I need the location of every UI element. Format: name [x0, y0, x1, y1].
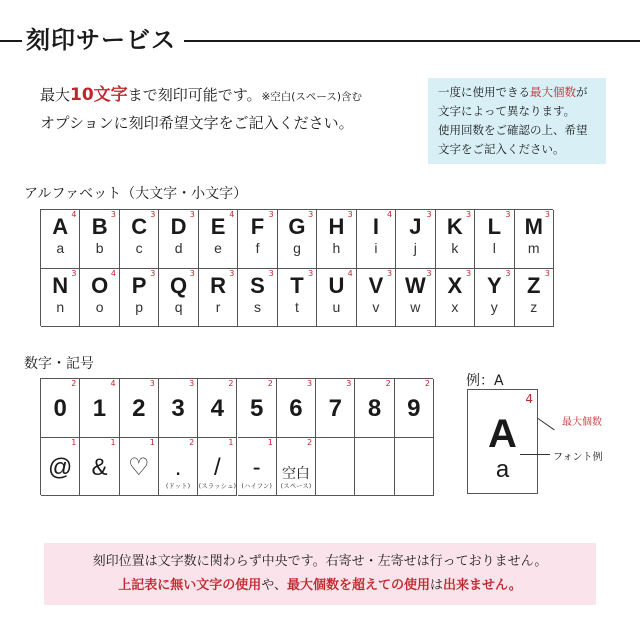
warning-not-allowed: 出来ません。: [443, 578, 522, 593]
letter-count: 3: [189, 268, 195, 278]
symbol-count: 1: [110, 437, 116, 447]
lowercase-letter: i: [374, 240, 378, 256]
letter-count: 3: [308, 268, 314, 278]
lowercase-letter: q: [174, 298, 183, 315]
digit-count: 3: [307, 379, 313, 388]
uppercase-letter: O: [91, 272, 109, 298]
lowercase-letter: h: [332, 240, 341, 256]
font-leader-label: フォント例: [553, 452, 603, 463]
title-rule-left: [0, 40, 22, 42]
digit-count: 3: [149, 379, 155, 388]
note-line-3: 使用回数をご確認の上、希望: [438, 123, 588, 137]
letter-cell-t: [278, 269, 317, 328]
letter-count: 3: [544, 210, 550, 219]
digit-cell-5: [238, 379, 277, 438]
digit-count: 2: [424, 379, 430, 388]
empty-cell: [395, 438, 434, 497]
uppercase-letter: T: [290, 272, 304, 298]
letter-cell-b: [80, 210, 119, 269]
uppercase-letter: I: [372, 214, 379, 239]
letter-count: 3: [426, 268, 432, 278]
letter-cell-m: [515, 210, 554, 269]
letter-cell-u: [317, 269, 356, 328]
alphabet-table: [40, 209, 553, 326]
letter-count: 3: [189, 210, 195, 219]
space-note: ※空白(スペース)含む: [261, 91, 362, 103]
digit-count: 2: [228, 379, 234, 388]
example-box: [467, 389, 538, 494]
intro-text: [40, 82, 362, 136]
letter-count: 3: [71, 268, 77, 278]
letter-count: 3: [308, 210, 314, 219]
letter-count: 3: [110, 210, 116, 219]
letter-count: 3: [505, 268, 511, 278]
note-line-1-pre: 一度に使用できる: [438, 85, 530, 99]
uppercase-letter: K: [446, 214, 463, 239]
letter-cell-y: [475, 269, 514, 328]
uppercase-letter: F: [250, 214, 265, 239]
letter-cell-c: [120, 210, 159, 269]
digit-char: 5: [249, 395, 264, 422]
intro-line-1: [40, 82, 362, 110]
intro-line-1-post: まで刻印可能です。: [127, 86, 262, 104]
intro-line-1-pre: 最大: [40, 86, 71, 104]
digit-count: 2: [71, 379, 77, 388]
intro-line-2: オプションに刻印希望文字をご記入ください。: [40, 114, 354, 132]
digit-count: 2: [267, 379, 273, 388]
letter-cell-n: [41, 269, 80, 328]
lowercase-letter: b: [95, 240, 104, 256]
letter-count: 3: [150, 268, 156, 278]
digit-cell-7: [316, 379, 355, 438]
lowercase-letter: u: [332, 298, 341, 315]
digit-count: 3: [189, 379, 195, 388]
lowercase-letter: k: [451, 240, 459, 256]
lowercase-letter: o: [95, 298, 104, 315]
lowercase-letter: y: [490, 298, 498, 315]
symbol-count: 1: [228, 437, 234, 447]
symbol-char: /: [214, 453, 221, 481]
digit-char: 3: [171, 395, 185, 422]
uppercase-letter: W: [404, 272, 426, 298]
uppercase-letter: P: [131, 272, 147, 298]
symbol-count: 2: [189, 437, 195, 447]
uppercase-letter: Y: [486, 272, 502, 298]
lowercase-letter: n: [56, 298, 65, 315]
lowercase-letter: v: [372, 298, 380, 315]
warning-join-1: や、: [261, 578, 287, 593]
symbol-char: -: [252, 453, 261, 481]
uppercase-letter: H: [328, 214, 345, 239]
empty-cell: [355, 438, 394, 497]
digit-char: 6: [289, 395, 303, 422]
digit-count: 2: [385, 379, 391, 388]
digit-cell-6: [277, 379, 316, 438]
lowercase-letter: l: [492, 240, 496, 256]
letter-cell-e: [199, 210, 238, 269]
letter-cell-j: [396, 210, 435, 269]
empty-cell: [316, 438, 355, 497]
lowercase-letter: m: [527, 240, 540, 256]
symbol-caption: (ハイフン): [241, 481, 272, 490]
lowercase-letter: e: [214, 240, 222, 256]
uppercase-letter: Q: [170, 272, 188, 298]
symbol-cell: [80, 438, 119, 497]
symbol-char: @: [47, 453, 73, 481]
digit-cell-1: [80, 379, 119, 438]
symbol-caption: (スラッシュ): [198, 481, 236, 490]
letter-count: 3: [465, 210, 472, 219]
digit-char: 9: [407, 395, 421, 422]
symbol-cell: [238, 438, 277, 497]
note-line-1: [438, 83, 596, 102]
letter-count: 3: [150, 210, 156, 219]
lowercase-letter: f: [255, 240, 260, 256]
letter-cell-z: [515, 269, 554, 328]
digit-cell-4: [198, 379, 237, 438]
letter-cell-s: [238, 269, 277, 328]
digit-count: 4: [110, 379, 116, 388]
symbol-char: &: [91, 453, 108, 481]
digit-char: 7: [328, 395, 342, 422]
uppercase-letter: G: [288, 214, 306, 239]
digit-cell-2: [120, 379, 159, 438]
uppercase-letter: M: [524, 214, 543, 239]
lowercase-letter: a: [56, 240, 65, 256]
uppercase-letter: B: [91, 214, 108, 239]
symbol-count: 1: [149, 437, 155, 447]
warning-line-2: [44, 574, 596, 598]
lowercase-letter: p: [135, 298, 144, 315]
symbol-count: 1: [267, 437, 273, 447]
letter-cell-k: [436, 210, 475, 269]
uppercase-letter: Z: [527, 272, 541, 298]
letter-count: 3: [347, 210, 353, 219]
lowercase-letter: w: [410, 298, 421, 315]
symbol-count: 2: [307, 437, 313, 447]
letter-cell-q: [159, 269, 198, 328]
letter-count: 4: [229, 210, 235, 219]
lowercase-letter: r: [215, 298, 221, 315]
count-leader-line: [538, 418, 555, 430]
digit-cell-3: [159, 379, 198, 438]
letter-cell-x: [436, 269, 475, 328]
symbol-caption: (スペース): [280, 481, 312, 490]
letter-cell-r: [199, 269, 238, 328]
uppercase-letter: D: [170, 214, 187, 239]
letter-cell-p: [120, 269, 159, 328]
uppercase-letter: S: [250, 272, 265, 298]
warning-join-2: は: [429, 578, 443, 593]
note-line-1-post: が: [576, 85, 588, 99]
warning-unlisted: 上記表に無い文字の使用: [118, 578, 262, 593]
symbol-cell: [120, 438, 159, 497]
example-count: 4: [525, 392, 533, 406]
max-chars-highlight: 10文字: [70, 85, 128, 105]
warning-line-1: 刻印位置は文字数に関わらず中央です。右寄せ・左寄せは行っておりません。: [92, 554, 548, 569]
symbol-cell: [277, 438, 316, 497]
symbol-char: .: [174, 453, 182, 481]
letter-cell-f: [238, 210, 277, 269]
digit-char: 0: [53, 395, 67, 422]
warning-box: [44, 543, 596, 605]
digit-cell-9: [395, 379, 434, 438]
letter-cell-w: [396, 269, 435, 328]
example-label: 例：A: [466, 373, 504, 389]
letter-count: 3: [505, 210, 511, 219]
letter-count: 4: [71, 210, 77, 219]
lowercase-letter: j: [413, 240, 417, 256]
letter-count: 3: [268, 268, 274, 278]
alphabet-section-label: アルファベット（大文字・小文字）: [24, 186, 248, 202]
symbol-cell: [159, 438, 198, 497]
note-max-count: 最大個数: [530, 85, 576, 99]
symbol-cell: [198, 438, 237, 497]
uppercase-letter: R: [210, 272, 227, 298]
digit-cell-8: [355, 379, 394, 438]
digit-char: 1: [92, 395, 107, 422]
lowercase-letter: d: [174, 240, 183, 256]
uppercase-letter: V: [368, 272, 384, 298]
example-upper: A: [488, 412, 517, 456]
symbol-cell: [41, 438, 80, 497]
digit-cell-0: [41, 379, 80, 438]
letter-cell-i: [357, 210, 396, 269]
letter-cell-o: [80, 269, 119, 328]
symbol-char: ♡: [127, 453, 150, 481]
letter-count: 3: [229, 268, 235, 278]
digit-char: 2: [132, 395, 146, 422]
warning-exceed: 最大個数を超えての使用: [286, 578, 430, 593]
number-symbol-table: [40, 378, 433, 495]
count-leader-label: 最大個数: [562, 417, 602, 428]
letter-count: 3: [268, 210, 274, 219]
letter-count: 4: [387, 210, 393, 219]
number-section-label: 数字・記号: [24, 356, 94, 372]
digit-char: 4: [210, 395, 225, 422]
letter-cell-v: [357, 269, 396, 328]
letter-count: 3: [387, 268, 393, 278]
lowercase-letter: g: [293, 240, 301, 256]
uppercase-letter: N: [52, 272, 69, 298]
letter-cell-g: [278, 210, 317, 269]
uppercase-letter: C: [131, 214, 148, 239]
letter-count: 3: [544, 268, 550, 278]
lowercase-letter: s: [254, 298, 262, 315]
letter-cell-l: [475, 210, 514, 269]
letter-count: 3: [426, 210, 432, 219]
note-line-4: 文字をご記入ください。: [438, 142, 565, 156]
letter-count: 3: [465, 268, 472, 278]
lowercase-letter: x: [451, 298, 459, 315]
font-leader-line: [520, 454, 550, 455]
letter-cell-h: [317, 210, 356, 269]
symbol-caption: (ドット): [165, 481, 191, 490]
page-title: 刻印サービス: [26, 26, 176, 54]
uppercase-letter: L: [487, 214, 502, 239]
usage-note-box: [428, 78, 606, 164]
uppercase-letter: A: [52, 214, 69, 239]
digit-char: 8: [367, 395, 382, 422]
digit-count: 3: [346, 379, 352, 388]
lowercase-letter: t: [295, 298, 299, 315]
letter-cell-a: [41, 210, 80, 269]
title-rule-right: [184, 40, 640, 42]
symbol-count: 1: [71, 437, 77, 447]
uppercase-letter: U: [328, 272, 345, 298]
uppercase-letter: X: [447, 272, 463, 298]
lowercase-letter: c: [135, 240, 143, 256]
letter-cell-d: [159, 210, 198, 269]
letter-count: 4: [110, 268, 116, 278]
example-lower: a: [495, 456, 510, 483]
symbol-char: 空白: [281, 465, 310, 482]
letter-count: 4: [347, 268, 353, 278]
note-line-2: 文字によって異なります。: [438, 104, 576, 118]
lowercase-letter: z: [530, 298, 538, 315]
title-bar: [0, 24, 640, 56]
uppercase-letter: E: [210, 214, 226, 239]
uppercase-letter: J: [409, 214, 422, 239]
